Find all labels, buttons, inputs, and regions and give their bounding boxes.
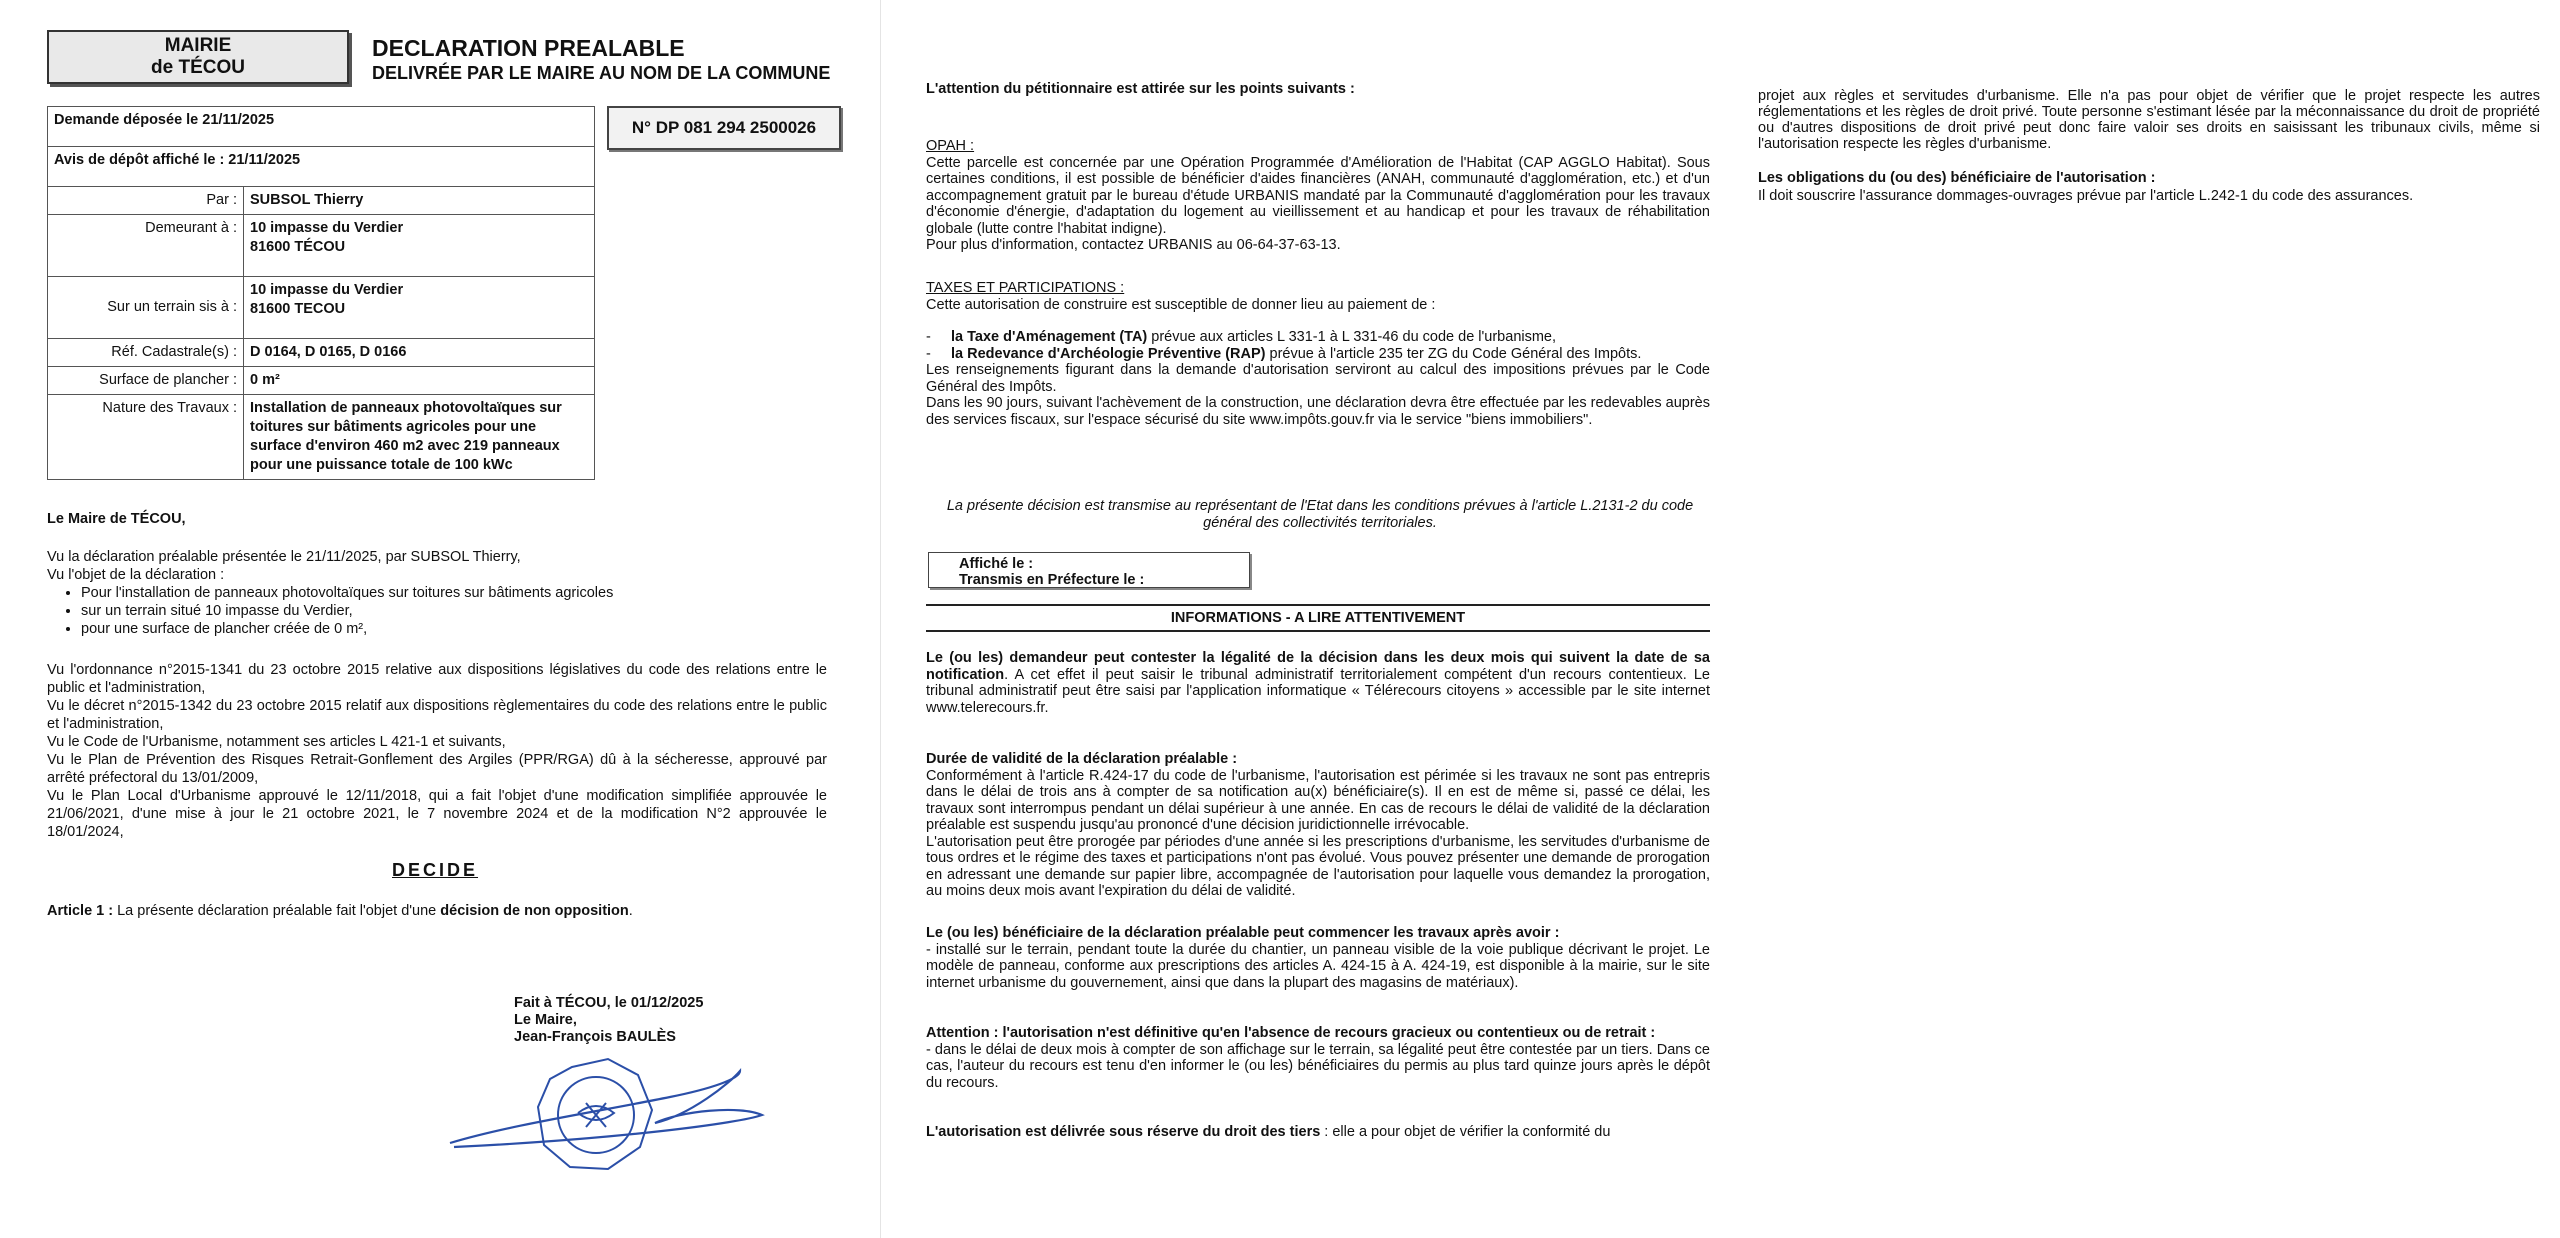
row-value: Installation de panneaux photovoltaïques sur toitures sur bâtiments agricoles pour une surface d'environ 460 m2 avec 219 panneaux pour une puissance totale de 100 kWc xyxy=(244,395,595,480)
row-label: Sur un terrain sis à : xyxy=(48,277,244,339)
opah-text: Cette parcelle est concernée par une Opération Programmée d'Amélioration de l'Habitat (CAP AGGLO Habitat). Sous certaines conditions, il est possible de bénéficier d'aides financières (ANAH, communauté d'agglomération, etc.) et d'un accompagnement gratuit par le bureau d'étude URBANIS mandaté par la Communauté d'agglomération pour les travaux d'économie d'énergie, d'adaptation du logement au vieillissement et au handicap et pour les travaux de réhabilitation globale (lutte contre l'habitat indigne). xyxy=(926,154,1710,237)
vu-declaration: Vu la déclaration préalable présentée le 21/11/2025, par SUBSOL Thierry, xyxy=(47,549,521,565)
duree-text: Conformément à l'article R.424-17 du code de l'urbanisme, l'autorisation est périmée si les travaux ne sont pas entrepris dans le délai de trois ans à compter de sa notification au(x) bénéficiaire(s). Il en est de même si, passé ce délai, les travaux sont interrompus pendant un délai supérieur à une année. En cas de recours le délai de validité de la déclaration préalable est suspendu jusqu'au prononcé d'une décision juridictionnelle irrévocable. L'autorisation peut être prorogée par périodes d'une année si les prescriptions d'urbanisme, les servitudes d'urbanisme de tous ordres et le régime des taxes et participations n'ont pas évolué. Vous pouvez présenter une demande de prorogation en adressant une demande sur papier libre, accompagnée de l'autorisation pour laquelle vous demandez la prorogation, au moins deux mois avant l'expiration du délai de validité. xyxy=(926,767,1710,899)
tax-item-rap: - la Redevance d'Archéologie Préventive (RAP) prévue à l'article 235 ter ZG du Code Général des Impôts. xyxy=(926,345,1642,362)
article-decision: décision de non opposition xyxy=(440,903,629,919)
signature-place-date: Fait à TÉCOU, le 01/12/2025 xyxy=(514,995,704,1011)
vu-objet: Vu l'objet de la déclaration : xyxy=(47,567,225,583)
tax-rap-text: prévue à l'article 235 ter ZG du Code Général des Impôts. xyxy=(1265,345,1642,362)
affiche-label: Affiché le : xyxy=(959,556,1034,572)
document-title: DECLARATION PREALABLE xyxy=(372,35,685,61)
opah-title: OPAH : xyxy=(926,138,975,154)
list-item: • Pour l'installation de panneaux photovoltaïques sur toitures sur bâtiments agricoles xyxy=(81,584,837,602)
obligations-title: Les obligations du (ou des) bénéficiaire de l'autorisation : xyxy=(1758,170,2156,186)
recours-section xyxy=(926,650,1710,716)
signature-name: Jean-François BAULÈS xyxy=(514,1029,676,1045)
tiers-text: : elle a pour objet de vérifier la conformité du xyxy=(1320,1124,1611,1140)
tax-ta-text: prévue aux articles L 331-1 à L 331-46 du code de l'urbanisme, xyxy=(1147,329,1557,345)
dossier-number: N° DP 081 294 2500026 xyxy=(607,106,841,150)
objet-list xyxy=(47,584,837,638)
duree-title: Durée de validité de la déclaration préalable : xyxy=(926,751,1238,767)
mairie-stamp xyxy=(440,1055,780,1195)
handwritten-signature xyxy=(450,1071,762,1147)
row-label: Nature des Travaux : xyxy=(48,395,244,480)
vu-block: Vu l'ordonnance n°2015-1341 du 23 octobre 2015 relative aux dispositions législatives du code des relations entre le public et l'administration, Vu le décret n°2015-1342 du 23 octobre 2015 relatif aux dispositions règlementaires du code des relations entre le public et l'administration, Vu le Code de l'Urbanisme, notamment ses articles L 421-1 et suivants, Vu le Plan de Prévention des Risques Retrait-Gonflement des Argiles (PPR/RGA) dû à la sécheresse, approuvé par arrêté préfectoral du 13/01/2009, Vu le Plan Local d'Urbanisme approuvé le 12/11/2018, qui a fait l'objet d'une modification simplifiée approuvée le 21/06/2021, d'une mise à jour le 21 octobre 2021, le 7 novembre 2024 et de la modification N°2 approuvée le 18/01/2024, xyxy=(47,662,827,840)
opah-section xyxy=(926,138,1710,254)
maire-intro: Le Maire de TÉCOU, xyxy=(47,511,186,527)
attention-def-title: Attention : l'autorisation n'est définitive qu'en l'absence de recours gracieux ou contentieux ou de retrait : xyxy=(926,1025,1656,1041)
row-label: Surface de plancher : xyxy=(48,367,244,395)
commencer-title: Le (ou les) bénéficiaire de la déclaration préalable peut commencer les travaux après avoir : xyxy=(926,925,1560,941)
demande-date: Demande déposée le 21/11/2025 xyxy=(48,107,595,147)
info-rule-top xyxy=(926,604,1710,606)
affichage-box xyxy=(928,552,1250,588)
transmis-label: Transmis en Préfecture le : xyxy=(959,572,1145,588)
taxes-text: Les renseignements figurant dans la demande d'autorisation serviront au calcul des impositions prévues par le Code Général des Impôts. Dans les 90 jours, suivant l'achèvement de la construction, une déclaration devra être effectuée par les redevables auprès des services fiscaux, sur l'espace sécurisé du site www.impôts.gouv.fr via le service "biens immobiliers". xyxy=(926,362,1710,428)
decide-heading: DECIDE xyxy=(392,860,479,880)
opah-contact: Pour plus d'information, contactez URBANIS au 06-64-37-63-13. xyxy=(926,237,1341,253)
page-divider xyxy=(880,0,881,1238)
list-item: • sur un terrain situé 10 impasse du Verdier, xyxy=(81,602,837,620)
info-title: INFORMATIONS - A LIRE ATTENTIVEMENT xyxy=(1170,610,1466,626)
row-value: 10 impasse du Verdier 81600 TÉCOU xyxy=(244,215,595,277)
row-value: 10 impasse du Verdier 81600 TECOU xyxy=(244,277,595,339)
mairie-line1: MAIRIE xyxy=(164,35,232,56)
list-item: • pour une surface de plancher créée de 0 m², xyxy=(81,620,837,638)
tax-rap-name: la Redevance d'Archéologie Préventive (RAP) xyxy=(950,345,1266,362)
taxes-section xyxy=(926,280,1710,428)
attention-def-text: - dans le délai de deux mois à compter de son affichage sur le terrain, sa légalité peut être contestée par un tiers. Dans ce cas, l'auteur du recours est tenu d'en informer le (ou les) bénéficiaires du permis au plus tard quinze jours après le dépôt du recours. xyxy=(926,1041,1710,1091)
vu-section xyxy=(47,548,837,638)
tiers-continuation: projet aux règles et servitudes d'urbanisme. Elle n'a pas pour objet de vérifier que le projet respecte les autres réglementations et les règles de droit privé. Toute personne s'estimant lésée par la méconnaissance du droit de propriété ou d'autres dispositions de droit privé peut donc faire valoir ses droits en saisissant les tribunaux civils, même si l'autorisation respecte les règles d'urbanisme. xyxy=(1758,88,2540,152)
info-rule-bottom xyxy=(926,630,1710,632)
obligations-text: Il doit souscrire l'assurance dommages-ouvrages prévue par l'article L.242-1 du code des assurances. xyxy=(1758,188,2414,204)
taxes-title: TAXES ET PARTICIPATIONS : xyxy=(926,280,1125,296)
signature-block xyxy=(514,995,703,1046)
mairie-box xyxy=(47,30,349,84)
recours-bold: Le (ou les) demandeur peut contester la légalité de la décision dans les deux mois qui suivent la date de sa notification xyxy=(926,650,1710,683)
signature-title: Le Maire, xyxy=(514,1012,577,1028)
row-value: 0 m² xyxy=(244,367,595,395)
attention-title: L'attention du pétitionnaire est attirée sur les points suivants : xyxy=(926,81,1355,97)
mairie-line2: de TÉCOU xyxy=(151,57,245,78)
duree-section xyxy=(926,751,1710,900)
dossier-table xyxy=(47,106,595,480)
attention-section xyxy=(926,1025,1710,1091)
row-label: Demeurant à : xyxy=(48,215,244,277)
row-value: SUBSOL Thierry xyxy=(244,187,595,215)
recours-text: . A cet effet il peut saisir le tribunal administratif territorialement compétent d'un recours contentieux. Le tribunal administratif peut être saisi par l'application informatique « Télérecours citoyens » accessible par le site internet www.telerecours.fr. xyxy=(926,666,1710,716)
tax-item-ta: - la Taxe d'Aménagement (TA) prévue aux articles L 331-1 à L 331-46 du code de l'urbanisme, xyxy=(926,329,1557,345)
avis-date: Avis de dépôt affiché le : 21/11/2025 xyxy=(48,147,595,187)
commencer-text: - installé sur le terrain, pendant toute la durée du chantier, un panneau visible de la voie publique décrivant le projet. Le modèle de panneau, conforme aux prescriptions des articles A. 424-15 à A. 424-19, est disponible à la mairie, sur le site internet urbanisme du gouvernement, ainsi que dans la plupart des magasins de matériaux). xyxy=(926,941,1710,991)
article-1 xyxy=(47,902,837,920)
tiers-section xyxy=(926,1124,1710,1141)
article-label: Article 1 : xyxy=(47,903,114,919)
tax-ta-name: la Taxe d'Aménagement (TA) xyxy=(950,329,1148,345)
tiers-bold: L'autorisation est délivrée sous réserve du droit des tiers xyxy=(926,1124,1321,1140)
row-label: Réf. Cadastrale(s) : xyxy=(48,339,244,367)
document-subtitle: DELIVRÉE PAR LE MAIRE AU NOM DE LA COMMUNE xyxy=(372,63,831,83)
taxes-intro: Cette autorisation de construire est susceptible de donner lieu au paiement de : xyxy=(926,296,1436,313)
article-end: . xyxy=(628,903,633,919)
row-value: D 0164, D 0165, D 0166 xyxy=(244,339,595,367)
article-text: La présente déclaration préalable fait l'objet d'une xyxy=(113,903,441,919)
commencer-section xyxy=(926,925,1710,991)
row-label: Par : xyxy=(48,187,244,215)
transmission-note: La présente décision est transmise au représentant de l'Etat dans les conditions prévues à l'article L.2131-2 du code général des collectivités territoriales. xyxy=(946,498,1694,531)
